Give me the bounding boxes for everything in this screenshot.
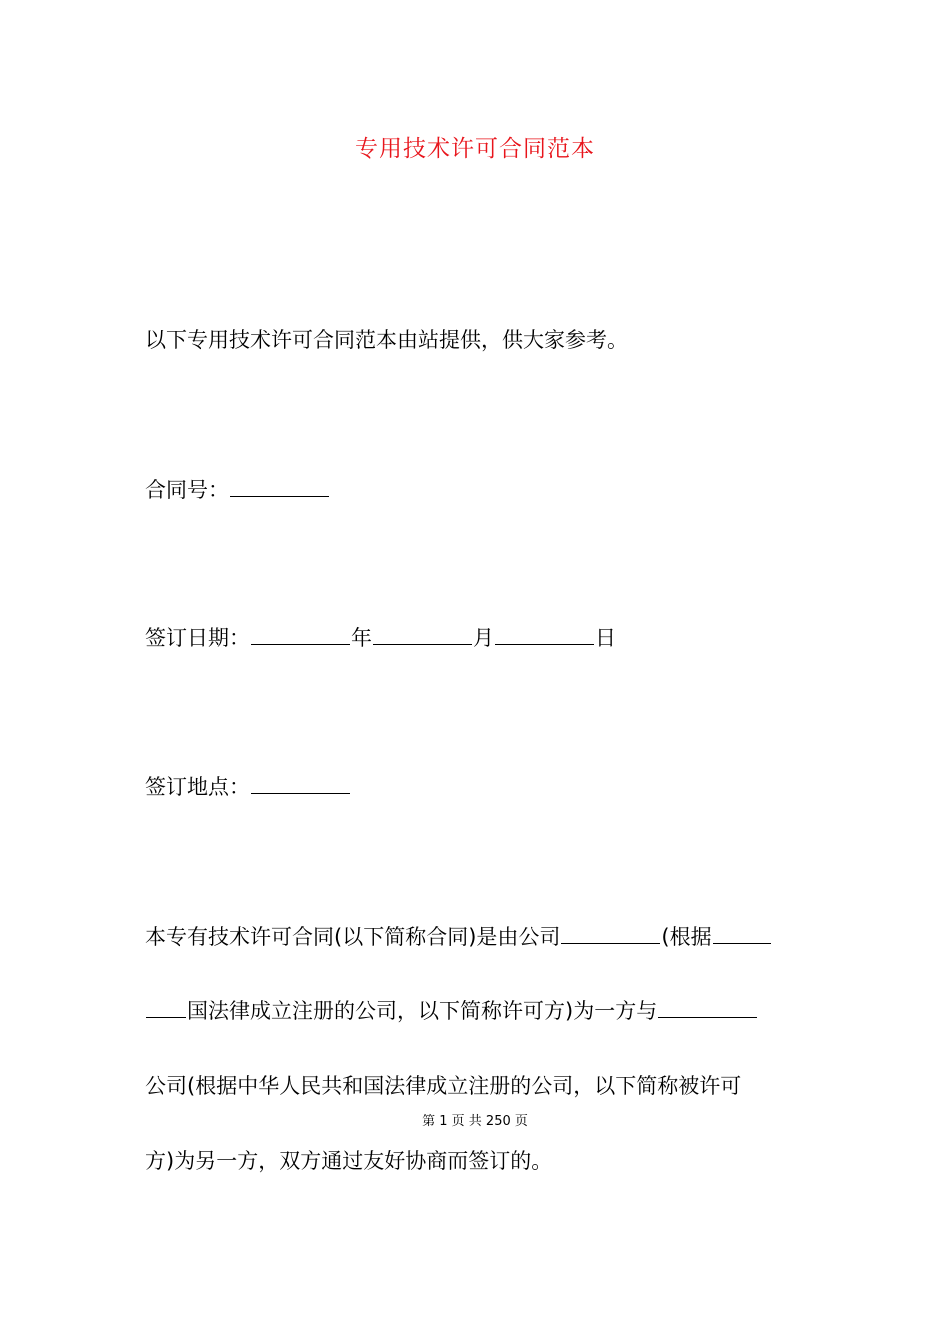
sign-date-row bbox=[145, 622, 616, 654]
paragraph-line-2-text: 国法律成立注册的公司，以下简称许可方)为一方与 bbox=[187, 999, 658, 1023]
sign-place-blank bbox=[251, 771, 350, 794]
licensee-company-blank bbox=[658, 995, 757, 1018]
country-blank-part1 bbox=[713, 921, 771, 944]
contract-number-row bbox=[145, 474, 330, 506]
contract-number-label: 合同号： bbox=[145, 478, 229, 502]
page-footer: 第 1 页 共 250 页 bbox=[422, 1114, 528, 1129]
document-title: 专用技术许可合同范本 bbox=[355, 136, 595, 162]
paragraph-line-4: 方)为另一方，双方通过友好协商而签订的。 bbox=[145, 1149, 553, 1173]
sign-place-row bbox=[145, 771, 351, 803]
contract-number-blank bbox=[230, 474, 329, 497]
day-blank bbox=[495, 622, 594, 645]
year-blank bbox=[251, 622, 350, 645]
month-label: 月 bbox=[473, 626, 494, 650]
year-label: 年 bbox=[351, 626, 372, 650]
paragraph-line-1-text-a: 本专有技术许可合同(以下简称合同)是由公司 bbox=[145, 925, 561, 949]
paragraph-line-1-text-b: (根据 bbox=[661, 925, 712, 949]
sign-date-label: 签订日期： bbox=[145, 626, 250, 650]
paragraph-line-1 bbox=[145, 921, 807, 953]
day-label: 日 bbox=[595, 626, 616, 650]
paragraph-line-2 bbox=[145, 995, 807, 1027]
sign-place-label: 签订地点： bbox=[145, 775, 250, 799]
month-blank bbox=[373, 622, 472, 645]
paragraph-line-3: 公司(根据中华人民共和国法律成立注册的公司，以下简称被许可 bbox=[145, 1074, 742, 1098]
licensor-company-blank bbox=[561, 921, 660, 944]
intro-text: 以下专用技术许可合同范本由站提供，供大家参考。 bbox=[145, 328, 628, 352]
country-blank-part2 bbox=[146, 995, 186, 1018]
